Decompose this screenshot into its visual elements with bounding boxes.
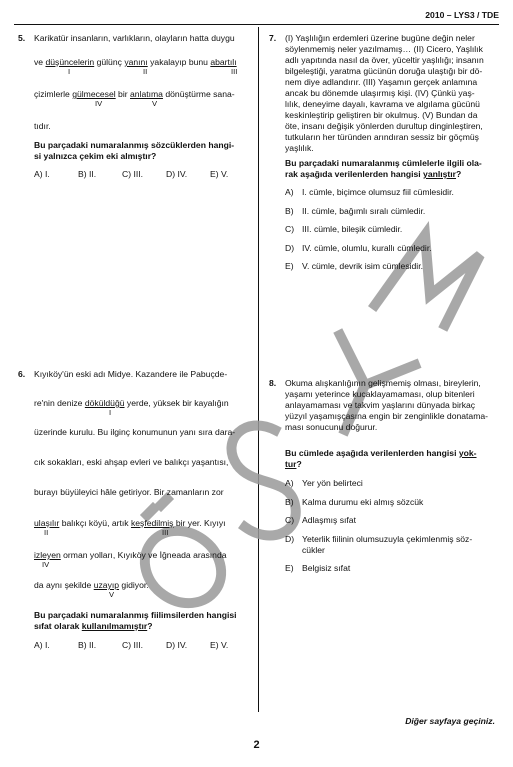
q8-option-e[interactable]: E) Belgisiz sıfat [285, 563, 351, 574]
q7-option-a[interactable]: A) I. cümle, biçimce olumsuz fiil cümlesidir. [285, 187, 454, 197]
q5-word-5: anlatıma [130, 89, 163, 99]
q8-line: yüzyıl yaşamışçasına engin bir zenginlikle donatama- [285, 411, 489, 421]
q5-word-4: gülmecesel [72, 89, 116, 99]
q7-line: tutkuların her türünden arındıran sessiz bir göçmüş [285, 132, 479, 142]
q6-word-2: ulaşılır [34, 518, 60, 528]
q8-passage [285, 378, 503, 433]
q6-marker-1: I [109, 408, 112, 417]
q7-line: keskinleştirip geliştiren bir okulmuş. (V) Bundan da [285, 110, 478, 120]
q7-line: lılık, deneyime dayalı, kavrama ve algılama gücünü [285, 99, 480, 109]
q5-marker-5: V [152, 99, 158, 108]
q6-word-3: keşfedilmiş [130, 518, 174, 528]
q7-line: nem diye adlandırır. (III) Yaşamın gerçek anlamına [285, 77, 478, 87]
q6-option-e[interactable]: E) V. [210, 640, 229, 650]
header-divider [14, 24, 499, 25]
q5-option-a[interactable]: A) I. [34, 169, 50, 179]
q6-word-4: izleyen [34, 550, 61, 560]
q8-option-d[interactable]: D) Yeterlik fiilinin olumsuzuyla çekimlenmiş söz- cükler [285, 533, 473, 555]
question-6-number: 6. [18, 369, 26, 379]
q6-option-c[interactable]: C) III. [122, 640, 144, 650]
q5-word-1: düşüncelerin [45, 57, 95, 67]
q7-line: yaşlılık. [285, 143, 314, 153]
q6-word-5: uzayıp [93, 580, 120, 590]
q8-line: yaşamı yeterince kucaklayamaması, olup bitenleri [285, 389, 475, 399]
q7-line: (I) Yaşlılığın erdemleri üzerine bugüne değin neler [285, 33, 475, 43]
q6-option-b[interactable]: B) II. [78, 640, 97, 650]
q6-option-a[interactable]: A) I. [34, 640, 50, 650]
q5-text-line-2: ve düşüncelerin gülünç yanını yakalayıp bunu abartılı [34, 57, 237, 67]
q8-line: ması sonucunu doğurur. [285, 422, 378, 432]
question-5-number: 5. [18, 33, 26, 43]
q8-options [285, 478, 472, 582]
q5-word-2: yanını [124, 57, 148, 67]
q6-marker-3: III [162, 528, 169, 537]
q6-marker-4: IV [42, 560, 50, 569]
column-divider [258, 27, 259, 712]
q8-line: Okuma alışkanlığının gelişmemiş olması, bireylerin, [285, 378, 481, 388]
q7-option-e[interactable]: E) V. cümle, devrik isim cümlesidir. [285, 261, 423, 272]
q7-option-b[interactable]: B) II. cümle, bağımlı sıralı cümledir. [285, 205, 426, 216]
q6-text-line-8: da aynı şekilde uzayıp gidiyor. [34, 580, 149, 590]
next-page-note: Diğer sayfaya geçiniz. [405, 716, 495, 726]
q5-prompt: Bu parçadaki numaralanmış sözcüklerden hangi- si yalnızca çekim eki almıştır? [34, 140, 235, 161]
q5-marker-1: I [68, 67, 71, 76]
q7-line: söylenmemiş neler yazılmamış… (II) Cicero, Yaşlılık [285, 44, 483, 54]
q7-option-c[interactable]: C) III. cümle, bileşik cümledir. [285, 224, 403, 235]
q6-text-line-7: izleyen orman yolları, Kıyıköy ve İğneada arasında [34, 550, 227, 560]
q6-options [34, 640, 254, 651]
q6-text-line-3: üzerinde kurulu. Bu ilginç konumunun yanı sıra dara- [34, 427, 236, 437]
q7-passage [285, 33, 503, 154]
question-8-number: 8. [269, 378, 277, 388]
q5-marker-4: IV [95, 99, 103, 108]
q7-option-d[interactable]: D) IV. cümle, olumlu, kurallı cümledir. [285, 242, 432, 253]
q8-option-a[interactable]: A) Yer yön belirteci [285, 478, 363, 488]
q5-marker-2: II [143, 67, 148, 76]
exam-code-header: 2010 – LYS3 / TDE [425, 10, 499, 20]
q6-text-line-2: re'nin denize döküldüğü yerde, yüksek bir kayalığın [34, 398, 229, 408]
q5-marker-3: III [231, 67, 238, 76]
q6-text-line-5: burayı büyüleyici hâle getiriyor. Bir zamanların zor [34, 487, 224, 497]
q5-text-line-1: Karikatür insanların, varlıkların, olayların hatta duygu [34, 33, 235, 43]
q5-text-line-3: çizimlerle gülmecesel bir anlatıma dönüştürme sana- [34, 89, 235, 99]
q8-option-c[interactable]: C) Adlaşmış sıfat [285, 515, 356, 526]
q7-options [285, 187, 454, 280]
q6-text-line-4: cık sokakları, eski ahşap evleri ve balıkçı yaşantısı, [34, 457, 229, 467]
q6-option-d[interactable]: D) IV. [166, 640, 188, 650]
q6-marker-2: II [44, 528, 49, 537]
q7-line: bilgeleştiği, yaratma gücünün doruğa ulaştığı bir dö- [285, 66, 483, 76]
q7-line: öte, insanı değişik yönlerden durultup dinginleştiren, [285, 121, 483, 131]
q5-word-3: abartılı [210, 57, 237, 67]
q6-prompt: Bu parçadaki numaralanmış fiilimsilerden hangisi sıfat olarak kullanılmamıştır? [34, 610, 237, 631]
q7-line: ancak bu dönemde ulaşırmış kişi. (IV) Çünkü yaş- [285, 88, 475, 98]
q8-option-b[interactable]: B) Kalma durumu eki almış sözcük [285, 496, 424, 507]
question-7-number: 7. [269, 33, 277, 43]
q6-word-1: döküldüğü [84, 398, 125, 408]
q5-option-d[interactable]: D) IV. [166, 169, 188, 179]
q7-line: adlı yapıtında nasıl da över, yüceltir yaşlılığı; insanın [285, 55, 484, 65]
q8-line: anlayamaması ve takvim yaşlarını dünyada birkaç [285, 400, 476, 410]
q6-text-line-6: ulaşılır balıkçı köyü, artık keşfedilmiş bir yer. Kıyıyı [34, 518, 226, 528]
q5-option-b[interactable]: B) II. [78, 169, 97, 179]
page-number: 2 [253, 739, 260, 751]
q5-text-line-4: tıdır. [34, 121, 51, 131]
q6-marker-5: V [109, 590, 115, 599]
q7-prompt: Bu parçadaki numaralanmış cümlelerle ilgili ola- rak aşağıda verilenlerden hangisi yanlıştır? [285, 158, 482, 179]
q5-options [34, 169, 254, 180]
q5-option-e[interactable]: E) V. [210, 169, 229, 179]
q6-text-line-1: Kıyıköy'ün eski adı Midye. Kazandere ile Pabuçde- [34, 369, 228, 379]
q5-option-c[interactable]: C) III. [122, 169, 144, 179]
q8-prompt: Bu cümlede aşağıda verilenlerden hangisi yok- tur? [285, 448, 477, 469]
